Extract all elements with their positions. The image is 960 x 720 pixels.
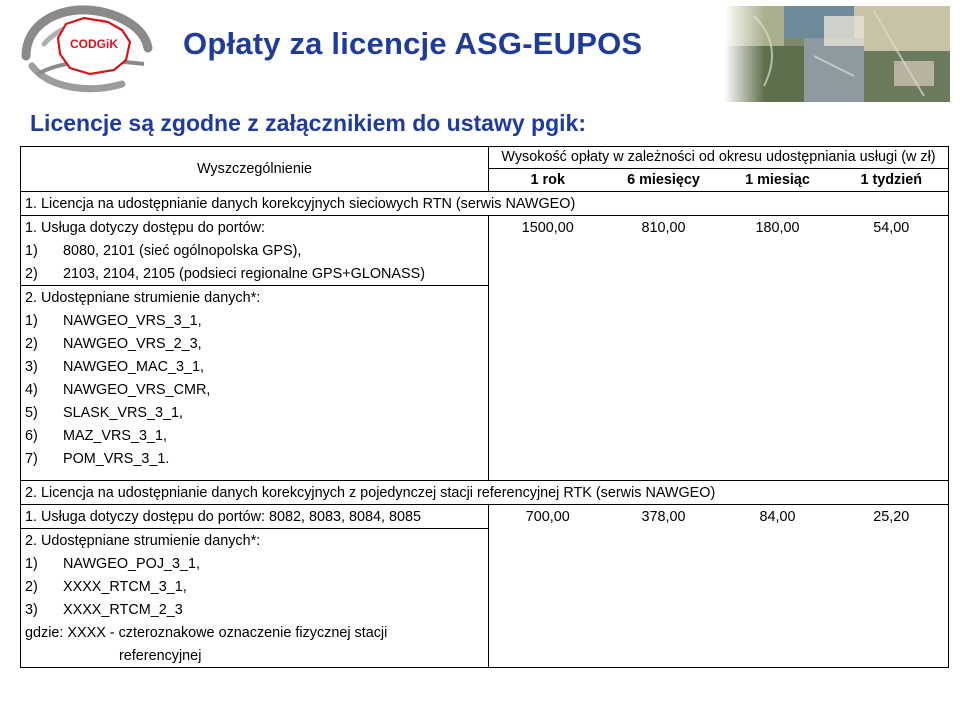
streams-title: 2. Udostępniane strumienie danych*: xyxy=(21,529,489,553)
page-subtitle: Licencje są zgodne z załącznikiem do ustawy pgik: xyxy=(30,110,586,136)
price-6-months: 378,00 xyxy=(641,508,686,525)
price-1-year: 700,00 xyxy=(525,508,570,525)
footnote-line: gdzie: XXXX - czteroznakowe oznaczenie fizycznej stacji xyxy=(21,621,489,644)
period-header: 1 tydzień xyxy=(835,169,949,192)
list-item: 6) MAZ_VRS_3_1, xyxy=(21,424,489,447)
table-row xyxy=(21,424,949,447)
column-header-specification: Wyszczególnienie xyxy=(21,147,489,192)
table-row xyxy=(21,575,949,598)
price-1-week: 54,00 xyxy=(835,216,949,240)
section-title: 2. Licencja na udostępnianie danych korekcyjnych z pojedynczej stacji referencyjnej RTK (serwis NAWGEO) xyxy=(21,481,949,505)
table-row xyxy=(21,552,949,575)
list-item: 2) NAWGEO_VRS_2_3, xyxy=(21,332,489,355)
list-item: 2) 2103, 2104, 2105 (podsieci regionalne GPS+GLONASS) xyxy=(21,262,489,286)
section2-title-row xyxy=(21,481,949,505)
table-row xyxy=(21,378,949,401)
table-row xyxy=(21,644,949,668)
fee-table xyxy=(20,146,949,668)
satellite-banner-image xyxy=(724,6,950,102)
footnote-line: referencyjnej xyxy=(21,644,489,668)
table-row xyxy=(21,355,949,378)
price-6-months: 810,00 xyxy=(641,219,686,236)
list-item: 3) XXXX_RTCM_2_3 xyxy=(21,598,489,621)
list-item: 1) NAWGEO_VRS_3_1, xyxy=(21,309,489,332)
list-item: 1) 8080, 2101 (sieć ogólnopolska GPS), xyxy=(21,239,489,262)
table-row xyxy=(21,309,949,332)
price-1-week: 25,20 xyxy=(835,505,949,529)
period-header: 1 miesiąc xyxy=(721,169,835,192)
table-row xyxy=(21,505,949,529)
table-row xyxy=(21,286,949,310)
section-title: 1. Licencja na udostępnianie danych korekcyjnych sieciowych RTN (serwis NAWGEO) xyxy=(21,192,949,216)
service-description: 1. Usługa dotyczy dostępu do portów: xyxy=(21,216,489,240)
table-row xyxy=(21,621,949,644)
column-header-fee: Wysokość opłaty w zależności od okresu udostępniania usługi (w zł) xyxy=(489,147,949,169)
period-header: 6 miesięcy xyxy=(607,169,721,192)
list-item: 3) NAWGEO_MAC_3_1, xyxy=(21,355,489,378)
price-1-month: 84,00 xyxy=(759,508,796,525)
table-row xyxy=(21,216,949,240)
table-row xyxy=(21,529,949,553)
codgik-logo xyxy=(18,4,158,94)
period-header: 1 rok xyxy=(489,169,607,192)
section1-title-row xyxy=(21,192,949,216)
table-row xyxy=(21,598,949,621)
table-row xyxy=(21,239,949,262)
logo-text: CODGiK xyxy=(70,37,118,51)
price-1-month: 180,00 xyxy=(755,219,800,236)
service-description: 1. Usługa dotyczy dostępu do portów: 8082, 8083, 8084, 8085 xyxy=(21,505,489,529)
streams-title: 2. Udostępniane strumienie danych*: xyxy=(21,286,489,310)
list-item: 4) NAWGEO_VRS_CMR, xyxy=(21,378,489,401)
page-title: Opłaty za licencje ASG-EUPOS xyxy=(183,26,643,61)
list-item: 2) XXXX_RTCM_3_1, xyxy=(21,575,489,598)
list-item: 1) NAWGEO_POJ_3_1, xyxy=(21,552,489,575)
price-1-year: 1500,00 xyxy=(521,219,574,236)
table-row xyxy=(21,332,949,355)
list-item: 7) POM_VRS_3_1. xyxy=(21,447,489,470)
table-row xyxy=(21,401,949,424)
list-item: 5) SLASK_VRS_3_1, xyxy=(21,401,489,424)
table-row xyxy=(21,262,949,286)
table-header-row xyxy=(21,147,949,169)
table-gap-row xyxy=(21,470,949,481)
table-row xyxy=(21,447,949,470)
